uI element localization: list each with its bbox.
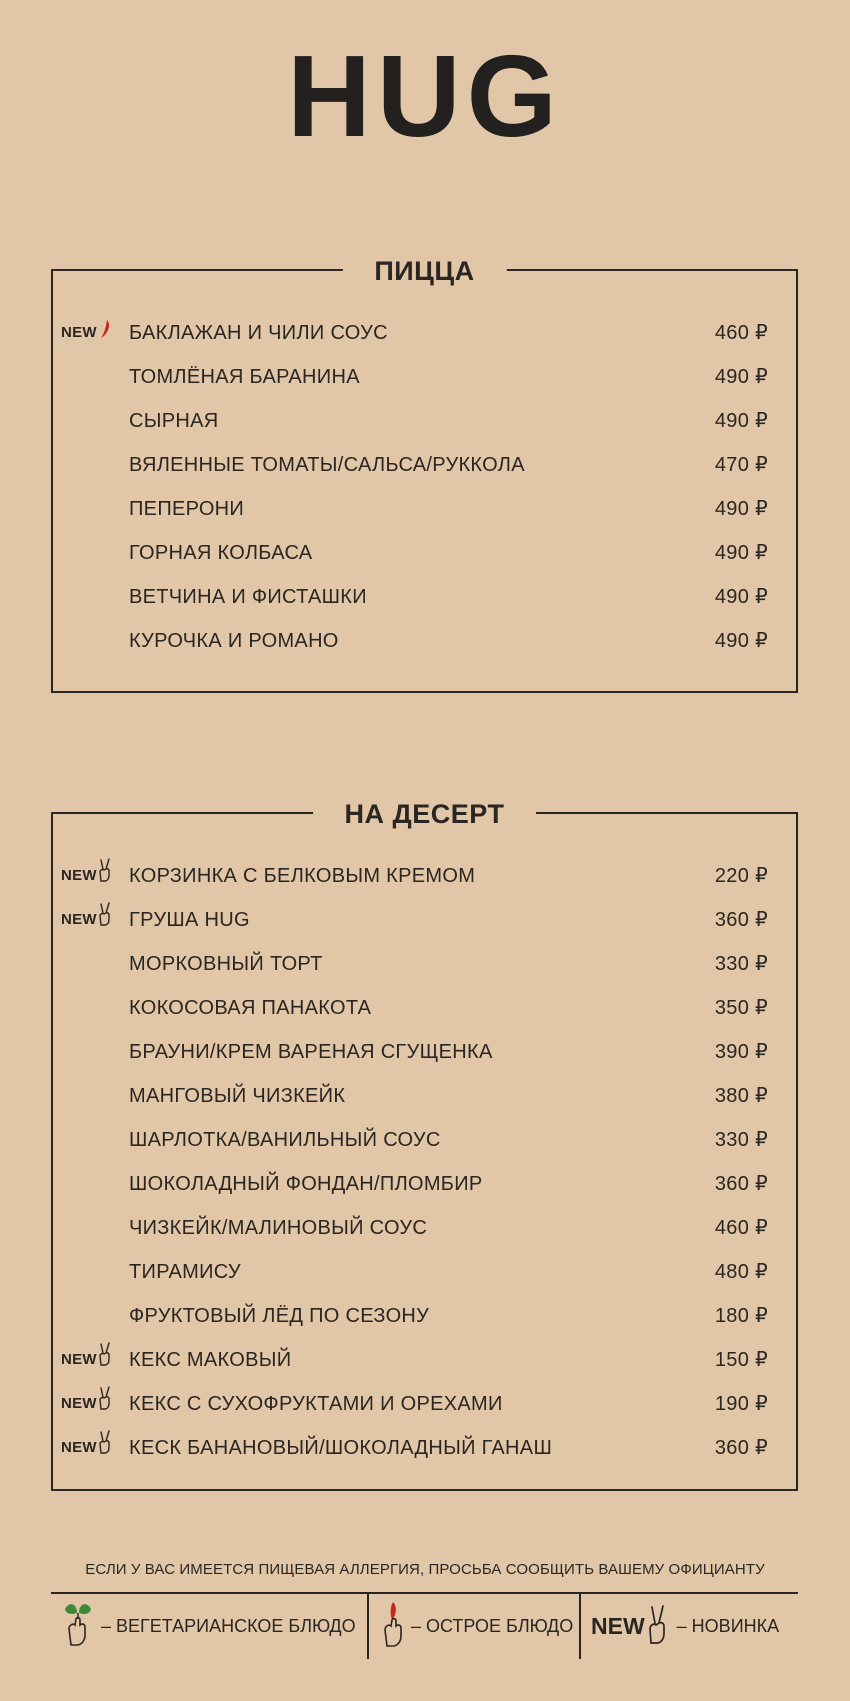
new-badge-text: NEW <box>61 1439 97 1456</box>
section-pizza <box>51 256 798 693</box>
menu-item-name: КЕСК БАНАНОВЫЙ/ШОКОЛАДНЫЙ ГАНАШ <box>129 1437 553 1459</box>
menu-item-name: КЕКС С СУХОФРУКТАМИ И ОРЕХАМИ <box>129 1393 503 1415</box>
menu-item-name: ШОКОЛАДНЫЙ ФОНДАН/ПЛОМБИР <box>129 1173 483 1195</box>
new-badge <box>61 322 112 344</box>
menu-item-price: 330 ₽ <box>714 1129 768 1151</box>
menu-item-price: 360 ₽ <box>714 1173 768 1195</box>
legend-spicy <box>367 1594 579 1659</box>
menu-item-price: 360 ₽ <box>714 1437 768 1459</box>
menu-item-price: 150 ₽ <box>714 1349 768 1371</box>
menu-item <box>53 1074 796 1118</box>
menu-item-price: 490 ₽ <box>714 498 768 520</box>
menu-item <box>53 898 796 942</box>
menu-item <box>53 355 796 399</box>
menu-item-name: МОРКОВНЫЙ ТОРТ <box>129 953 323 975</box>
menu-item-price: 480 ₽ <box>714 1261 768 1283</box>
new-badge-text: NEW <box>61 911 97 928</box>
menu-item-price: 490 ₽ <box>714 542 768 564</box>
menu-item <box>53 1426 796 1470</box>
menu-item-price: 360 ₽ <box>714 909 768 931</box>
menu-item-name: КЕКС МАКОВЫЙ <box>129 1349 292 1371</box>
menu-item-name: МАНГОВЫЙ ЧИЗКЕЙК <box>129 1085 346 1107</box>
menu-item-price: 190 ₽ <box>714 1393 768 1415</box>
menu-item-name: КОРЗИНКА С БЕЛКОВЫМ КРЕМОМ <box>129 865 476 887</box>
menu-item <box>53 942 796 986</box>
menu-item <box>53 311 796 355</box>
menu-item-name: ТИРАМИСУ <box>129 1261 241 1283</box>
menu-item <box>53 1250 796 1294</box>
brand-logo: HUG <box>287 31 563 161</box>
menu-item <box>53 531 796 575</box>
new-badge-text: NEW <box>61 1351 97 1368</box>
peace-hand-icon <box>98 854 112 898</box>
menu-item <box>53 1206 796 1250</box>
menu-item-price: 490 ₽ <box>714 630 768 652</box>
menu-item-name: СЫРНАЯ <box>129 410 219 432</box>
legend-spicy-label: – ОСТРОЕ БЛЮДО <box>411 1616 574 1636</box>
menu-item <box>53 443 796 487</box>
new-badge-text: NEW <box>61 1395 97 1412</box>
legend <box>51 1592 798 1659</box>
menu-item <box>53 1162 796 1206</box>
allergy-notice: ЕСЛИ У ВАС ИМЕЕТСЯ ПИЩЕВАЯ АЛЛЕРГИЯ, ПРОСЬБА СООБЩИТЬ ВАШЕМУ ОФИЦИАНТУ <box>85 1561 765 1578</box>
menu-item <box>53 1030 796 1074</box>
menu-item-name: ГРУША HUG <box>129 909 250 931</box>
menu-item <box>53 399 796 443</box>
menu-item-price: 350 ₽ <box>714 997 768 1019</box>
menu-item-name: КУРОЧКА И РОМАНО <box>129 630 339 652</box>
new-mark: NEW <box>591 1613 645 1639</box>
menu-item <box>53 619 796 663</box>
legend-vegetarian <box>51 1594 367 1659</box>
menu-item-price: 470 ₽ <box>714 454 768 476</box>
menu-item-price: 460 ₽ <box>714 1217 768 1239</box>
menu-item <box>53 487 796 531</box>
menu-item-price: 490 ₽ <box>714 410 768 432</box>
chili-pepper-icon <box>98 311 112 355</box>
peace-hand-icon <box>98 1382 112 1426</box>
menu-item-name: БАКЛАЖАН И ЧИЛИ СОУС <box>129 322 388 344</box>
menu-item-price: 180 ₽ <box>714 1305 768 1327</box>
menu-item-price: 460 ₽ <box>714 322 768 344</box>
menu-item-name: ВЕТЧИНА И ФИСТАШКИ <box>129 586 367 608</box>
peace-hand-icon <box>645 1603 671 1650</box>
menu-item <box>53 1338 796 1382</box>
new-badge <box>61 1393 112 1415</box>
menu-item-price: 490 ₽ <box>714 366 768 388</box>
menu-item-price: 490 ₽ <box>714 586 768 608</box>
new-badge <box>61 865 112 887</box>
menu-item-name: ТОМЛЁНАЯ БАРАНИНА <box>129 366 360 388</box>
peace-hand-icon <box>98 1426 112 1470</box>
peace-hand-icon <box>98 1338 112 1382</box>
menu-item <box>53 575 796 619</box>
chili-pepper-icon <box>379 1600 405 1653</box>
menu-item-price: 220 ₽ <box>714 865 768 887</box>
legend-new-label: – НОВИНКА <box>676 1616 780 1636</box>
section-title: ПИЦЦА <box>342 254 506 288</box>
legend-new <box>579 1594 798 1659</box>
legend-vegetarian-label: – ВЕГЕТАРИАНСКОЕ БЛЮДО <box>101 1616 356 1636</box>
menu-item-name: ГОРНАЯ КОЛБАСА <box>129 542 313 564</box>
menu-item-name: ВЯЛЕННЫЕ ТОМАТЫ/САЛЬСА/РУККОЛА <box>129 454 525 476</box>
menu-item-name: ФРУКТОВЫЙ ЛЁД ПО СЕЗОНУ <box>129 1305 430 1327</box>
new-badge <box>61 1349 112 1371</box>
section-title: НА ДЕСЕРТ <box>313 797 537 831</box>
menu-item-price: 380 ₽ <box>714 1085 768 1107</box>
menu-item <box>53 854 796 898</box>
menu-item-name: КОКОСОВАЯ ПАНАКОТА <box>129 997 372 1019</box>
new-badge <box>61 909 112 931</box>
menu-item-name: ЧИЗКЕЙК/МАЛИНОВЫЙ СОУС <box>129 1217 428 1239</box>
menu-item-price: 390 ₽ <box>714 1041 768 1063</box>
menu-item <box>53 1118 796 1162</box>
menu-item <box>53 1294 796 1338</box>
menu-item <box>53 1382 796 1426</box>
menu-item-name: БРАУНИ/КРЕМ ВАРЕНАЯ СГУЩЕНКА <box>129 1041 493 1063</box>
menu-item-name: ШАРЛОТКА/ВАНИЛЬНЫЙ СОУС <box>129 1129 441 1151</box>
leaf-icon <box>61 1601 95 1652</box>
menu-item-name: ПЕПЕРОНИ <box>129 498 245 520</box>
menu-item <box>53 986 796 1030</box>
peace-hand-icon <box>98 898 112 942</box>
section-dessert <box>51 799 798 1491</box>
new-badge-text: NEW <box>61 867 97 884</box>
new-badge <box>61 1437 112 1459</box>
new-badge-text: NEW <box>61 324 97 341</box>
menu-item-price: 330 ₽ <box>714 953 768 975</box>
